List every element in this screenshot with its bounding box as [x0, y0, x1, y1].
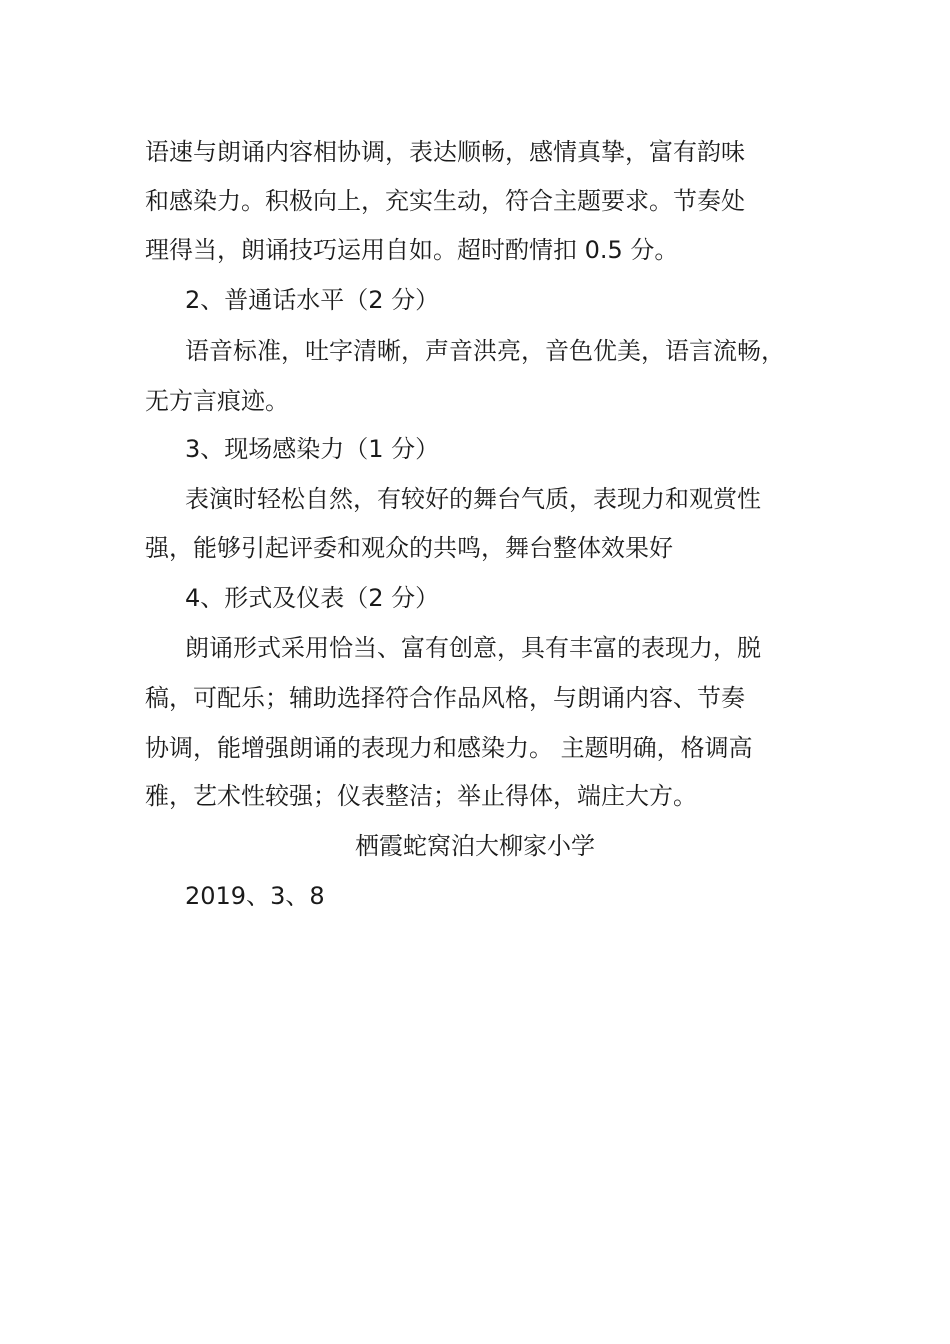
paragraph-line: 和感染力。积极向上，充实生动，符合主题要求。节奏处: [145, 187, 745, 215]
section-heading-2: 2、普通话水平（2 分）: [185, 286, 440, 314]
paragraph-line: 理得当，朗诵技巧运用自如。超时酌情扣 0.5 分。: [145, 236, 679, 264]
paragraph-line: 稿，可配乐；辅助选择符合作品风格，与朗诵内容、节奏: [145, 684, 745, 712]
paragraph-line: 朗诵形式采用恰当、富有创意，具有丰富的表现力，脱: [185, 634, 761, 662]
paragraph-line: 协调，能增强朗诵的表现力和感染力。 主题明确，格调高: [145, 734, 753, 762]
paragraph-line: 语音标准，吐字清晰，声音洪亮，音色优美，语言流畅，: [185, 337, 785, 365]
paragraph-line: 表演时轻松自然，有较好的舞台气质，表现力和观赏性: [185, 485, 761, 513]
paragraph-line: 强，能够引起评委和观众的共鸣，舞台整体效果好: [145, 534, 673, 562]
paragraph-line: 无方言痕迹。: [145, 387, 289, 415]
section-heading-3: 3、现场感染力（1 分）: [185, 435, 440, 463]
signature-date: 2019、3、8: [185, 882, 325, 910]
paragraph-line: 语速与朗诵内容相协调，表达顺畅，感情真挚，富有韵味: [145, 138, 745, 166]
paragraph-line: 雅，艺术性较强；仪表整洁；举止得体，端庄大方。: [145, 782, 697, 810]
section-heading-4: 4、形式及仪表（2 分）: [185, 584, 440, 612]
signature-school: 栖霞蛇窝泊大柳家小学: [355, 832, 595, 860]
